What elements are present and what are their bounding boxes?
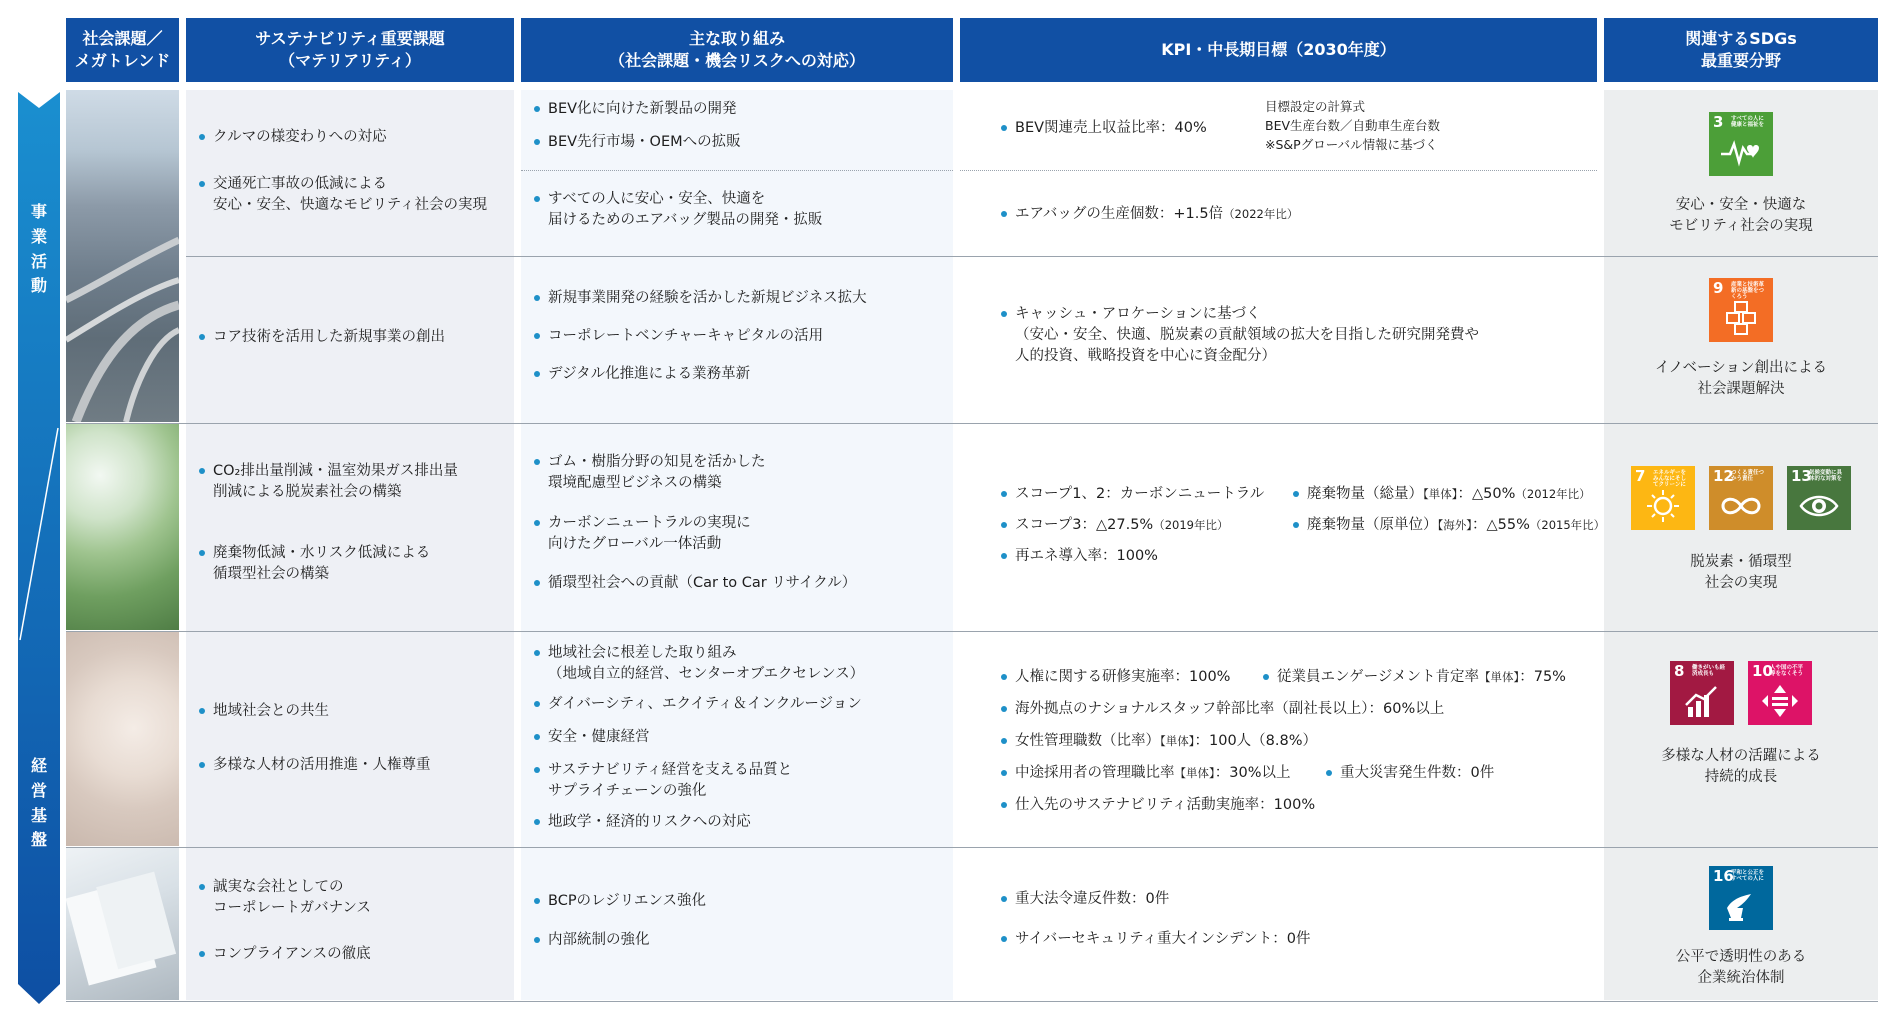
action-item: ゴム・樹脂分野の知見を活かした 環境配慮型ビジネスの構築 <box>534 452 766 494</box>
materiality-item: 地域社会との共生 <box>199 701 329 722</box>
kpi-item: 海外拠点のナショナルスタッフ幹部比率（副社長以上）：60%以上 <box>1001 699 1444 720</box>
kpi-item: 仕入先のサステナビリティ活動実施率：100% <box>1001 795 1315 816</box>
sdg-16-icon: 16 平和と公正をすべての人に <box>1709 866 1773 930</box>
kpi-item: キャッシュ・アロケーションに基づく （安心・安全、快適、脱炭素の貢献領域の拡大を目指した研究開発費や 人的投資、戦略投資を中心に資金配分） <box>1001 304 1479 367</box>
action-item: BEV化に向けた新製品の開発 <box>534 99 737 120</box>
sdg-7-icon: 7 エネルギーをみんなにそしてクリーンに <box>1631 466 1695 530</box>
action-item: カーボンニュートラルの実現に 向けたグローバル一体活動 <box>534 513 751 555</box>
materiality-item: クルマの様変わりへの対応 <box>199 127 387 148</box>
side-label-foundation: 経 営 基 盤 <box>30 756 47 850</box>
sdg-caption: 多様な人材の活躍による 持続的成長 <box>1661 748 1821 786</box>
action-item: 安全・健康経営 <box>534 727 650 748</box>
action-item: 地政学・経済的リスクへの対応 <box>534 812 751 833</box>
baby-photo <box>66 632 179 846</box>
action-item: 新規事業開発の経験を活かした新規ビジネス拡大 <box>534 288 867 309</box>
kpi-item: 廃棄物量（総量）【単体】：△50%（2012年比） <box>1293 484 1591 505</box>
materiality-item: 多様な人材の活用推進・人権尊重 <box>199 755 431 776</box>
city-highway-photo <box>66 90 179 422</box>
sdg-caption: イノベーション創出による 社会課題解決 <box>1655 360 1827 398</box>
kpi-item: 廃棄物量（原単位）【海外】：△55%（2015年比） <box>1293 515 1605 536</box>
kpi-item: BEV関連売上収益比率：40% <box>1001 118 1207 139</box>
action-item: 内部統制の強化 <box>534 930 650 951</box>
sdg-10-icon: 10 人や国の不平等をなくそう <box>1748 661 1812 725</box>
header-sdgs: 関連するSDGs 最重要分野 <box>1604 18 1878 82</box>
row-separator <box>66 631 1878 632</box>
row-separator <box>186 256 1878 257</box>
action-item: すべての人に安心・安全、快適を 届けるためのエアバッグ製品の開発・拡販 <box>534 189 822 231</box>
sdg-caption: 安心・安全・快適な モビリティ社会の実現 <box>1669 197 1813 235</box>
kpi-item: サイバーセキュリティ重大インシデント：0件 <box>1001 929 1311 950</box>
sdg-caption: 公平で透明性のある 企業統治体制 <box>1675 949 1807 987</box>
materiality-item: コンプライアンスの徹底 <box>199 944 371 965</box>
header-kpi: KPI・中長期目標（2030年度） <box>960 18 1597 82</box>
side-label-business: 事 業 活 動 <box>30 202 47 296</box>
header-materiality: サステナビリティ重要課題 （マテリアリティ） <box>186 18 514 82</box>
header-actions: 主な取り組み （社会課題・機会リスクへの対応） <box>521 18 953 82</box>
kpi-item: 人権に関する研修実施率：100% <box>1001 667 1230 688</box>
kpi-item: エアバッグの生産個数：+1.5倍（2022年比） <box>1001 204 1298 225</box>
sdg-3-icon: 3 すべての人に健康と福祉を <box>1709 112 1773 176</box>
materiality-item: 誠実な会社としての コーポレートガバナンス <box>199 877 371 919</box>
action-item: サステナビリティ経営を支える品質と サプライチェーンの強化 <box>534 760 792 802</box>
green-leaves-photo <box>66 424 179 630</box>
sdg-13-icon: 13 気候変動に具体的な対策を <box>1787 466 1851 530</box>
materiality-item: CO₂排出量削減・温室効果ガス排出量 削減による脱炭素社会の構築 <box>199 461 458 503</box>
dotted-separator <box>960 170 1597 171</box>
kpi-note: 目標設定の計算式 BEV生産台数／自動車生産台数 ※S&Pグローバル情報に基づく <box>1265 99 1441 152</box>
action-item: 地域社会に根差した取り組み （地域自立的経営、センターオブエクセレンス） <box>534 643 864 685</box>
action-item: BCPのレジリエンス強化 <box>534 891 706 912</box>
sdg-8-icon: 8 働きがいも経済成長も <box>1670 661 1734 725</box>
action-item: BEV先行市場・OEMへの拡販 <box>534 132 741 153</box>
sdg-9-icon: 9 産業と技術革新の基盤をつくろう <box>1709 278 1773 342</box>
kpi-item: 再エネ導入率：100% <box>1001 546 1158 567</box>
kpi-item: 中途採用者の管理職比率【単体】：30%以上 <box>1001 763 1290 784</box>
materiality-item: 廃棄物低減・水リスク低減による 循環型社会の構築 <box>199 543 430 585</box>
kpi-item: 重大災害発生件数：0件 <box>1326 763 1494 784</box>
header-social-issues: 社会課題／ メガトレンド <box>66 18 179 82</box>
dotted-separator <box>521 170 953 171</box>
kpi-item: スコープ3：△27.5%（2019年比） <box>1001 515 1229 536</box>
kpi-item: 重大法令違反件数：0件 <box>1001 889 1169 910</box>
row-separator <box>66 847 1878 848</box>
sdg-12-icon: 12 つくる責任つかう責任 <box>1709 466 1773 530</box>
materiality-item: コア技術を活用した新規事業の創出 <box>199 327 445 348</box>
action-item: 循環型社会への貢献（Car to Car リサイクル） <box>534 573 856 594</box>
action-item: コーポレートベンチャーキャピタルの活用 <box>534 326 823 347</box>
sdg-caption: 脱炭素・循環型 社会の実現 <box>1690 554 1792 592</box>
business-document-photo <box>66 848 179 1000</box>
row-separator <box>66 1001 1878 1002</box>
action-item: デジタル化推進による業務革新 <box>534 364 750 385</box>
materiality-item: 交通死亡事故の低減による 安心・安全、快適なモビリティ社会の実現 <box>199 174 487 216</box>
action-item: ダイバーシティ、エクイティ＆インクルージョン <box>534 694 862 715</box>
row-separator <box>66 423 1878 424</box>
kpi-item: 女性管理職数（比率）【単体】：100人（8.8%） <box>1001 731 1317 752</box>
kpi-item: スコープ1、2：カーボンニュートラル <box>1001 484 1264 505</box>
kpi-item: 従業員エンゲージメント肯定率【単体】：75% <box>1263 667 1566 688</box>
